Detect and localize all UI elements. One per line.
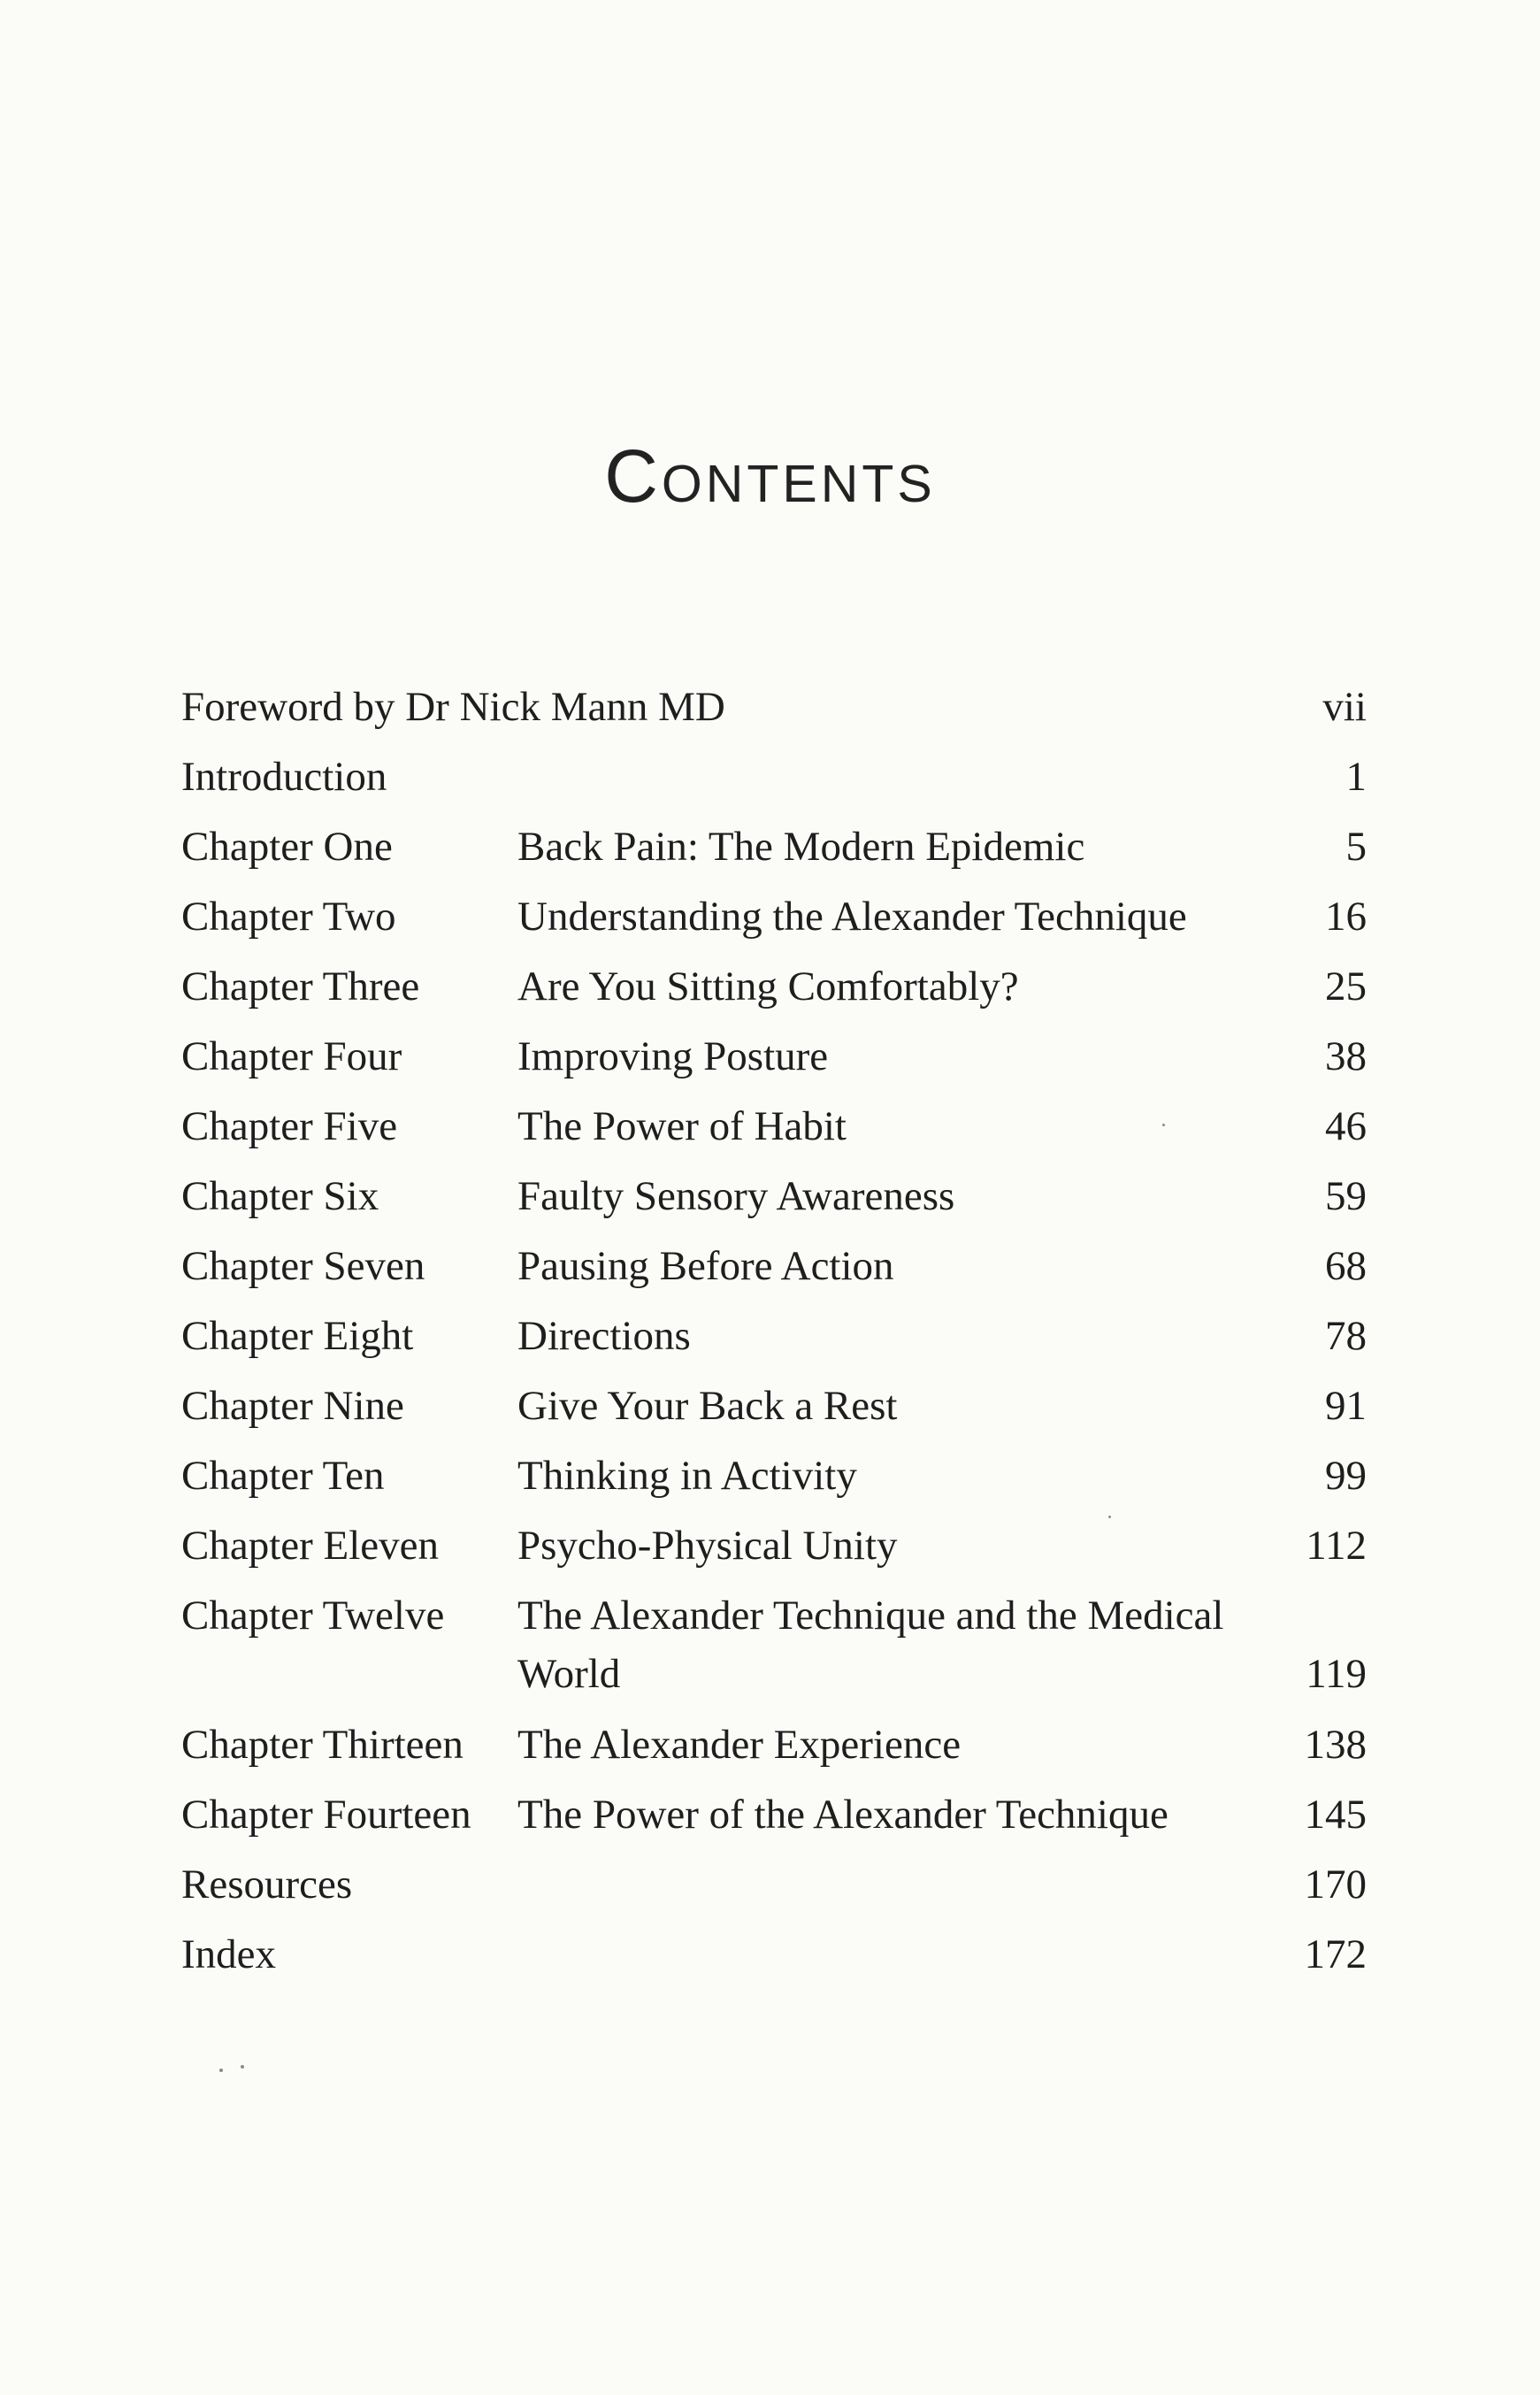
- toc-page-number: 5: [1345, 824, 1367, 870]
- scan-speck: [1108, 1516, 1111, 1518]
- toc-row: [181, 1371, 1367, 1441]
- toc-entry-label: Chapter One: [181, 824, 393, 870]
- toc-row: [181, 1710, 1367, 1780]
- toc-row: [181, 1850, 1367, 1920]
- toc-chapter-title: Directions: [517, 1313, 691, 1359]
- toc-row: [181, 1162, 1367, 1232]
- toc-entry-label: Chapter Eleven: [181, 1523, 440, 1569]
- toc-page-number: vii: [1322, 684, 1367, 730]
- toc-entry-label: Introduction: [181, 754, 387, 800]
- page-title: Contents: [604, 434, 936, 518]
- toc-row: [181, 1232, 1367, 1301]
- toc-chapter-title: Are You Sitting Comfortably?: [517, 963, 1019, 1009]
- toc-entry-label: Chapter Thirteen: [181, 1722, 464, 1768]
- toc-row: [181, 812, 1367, 882]
- toc-entry-label: Chapter Six: [181, 1173, 379, 1219]
- toc-row: [181, 952, 1367, 1022]
- toc-entry-label: Chapter Eight: [181, 1313, 414, 1359]
- toc-entry-label: Index: [181, 1931, 277, 1977]
- toc-page-number: 112: [1306, 1523, 1367, 1569]
- toc-entry-label: Chapter Four: [181, 1033, 402, 1079]
- scan-speck: [1162, 1124, 1165, 1126]
- toc-row: [181, 672, 1367, 742]
- toc-page-number: 99: [1325, 1453, 1367, 1499]
- toc-page-number: 25: [1325, 963, 1367, 1009]
- toc-page-number: 91: [1325, 1383, 1367, 1429]
- table-of-contents: [181, 672, 1367, 1990]
- toc-page-number: 46: [1325, 1103, 1367, 1149]
- toc-row: [181, 1780, 1367, 1850]
- toc-page-number: 172: [1304, 1931, 1367, 1977]
- toc-page-number: 38: [1325, 1033, 1367, 1079]
- toc-row: [181, 882, 1367, 952]
- toc-row: [181, 742, 1367, 812]
- toc-entry-label: Chapter Seven: [181, 1243, 425, 1289]
- toc-entry-label: Foreword by Dr Nick Mann MD: [181, 684, 725, 730]
- toc-entry-label: Chapter Two: [181, 894, 396, 940]
- toc-entry-label: Chapter Ten: [181, 1453, 385, 1499]
- toc-chapter-title: The Alexander Technique and the Medical World: [517, 1593, 1224, 1697]
- toc-page-number: 59: [1325, 1173, 1367, 1219]
- scan-speck: [241, 2065, 244, 2069]
- toc-page-number: 170: [1304, 1861, 1367, 1908]
- toc-page-number: 119: [1306, 1651, 1367, 1697]
- toc-page-number: 1: [1345, 754, 1367, 800]
- toc-page-number: 16: [1325, 894, 1367, 940]
- toc-chapter-title: Pausing Before Action: [517, 1243, 894, 1289]
- toc-chapter-title: Improving Posture: [517, 1033, 829, 1079]
- toc-row: [181, 1511, 1367, 1581]
- toc-entry-label: Resources: [181, 1861, 353, 1908]
- toc-entry-label: Chapter Three: [181, 963, 420, 1009]
- toc-chapter-title: Back Pain: The Modern Epidemic: [517, 824, 1085, 870]
- toc-entry-label: Chapter Five: [181, 1103, 398, 1149]
- toc-chapter-title: Give Your Back a Rest: [517, 1383, 898, 1429]
- toc-page-number: 68: [1325, 1243, 1367, 1289]
- toc-chapter-title: Thinking in Activity: [517, 1453, 857, 1499]
- toc-chapter-title: Faulty Sensory Awareness: [517, 1173, 955, 1219]
- toc-entry-label: Chapter Fourteen: [181, 1792, 471, 1838]
- toc-entry-label: Chapter Nine: [181, 1383, 404, 1429]
- scan-speck: [219, 2069, 223, 2072]
- toc-chapter-title: The Power of the Alexander Technique: [517, 1792, 1168, 1838]
- toc-chapter-title: The Power of Habit: [517, 1103, 847, 1149]
- toc-page-number: 138: [1304, 1722, 1367, 1768]
- toc-chapter-title: Understanding the Alexander Technique: [517, 894, 1187, 940]
- toc-row: [181, 1581, 1367, 1710]
- toc-row: [181, 1920, 1367, 1990]
- toc-page-number: 145: [1304, 1792, 1367, 1838]
- toc-row: [181, 1441, 1367, 1511]
- toc-entry-label: Chapter Twelve: [181, 1593, 445, 1639]
- toc-chapter-title: Psycho-Physical Unity: [517, 1523, 898, 1569]
- toc-page-number: 78: [1325, 1313, 1367, 1359]
- toc-row: [181, 1092, 1367, 1162]
- toc-chapter-title: The Alexander Experience: [517, 1722, 962, 1768]
- toc-row: [181, 1301, 1367, 1371]
- toc-row: [181, 1022, 1367, 1092]
